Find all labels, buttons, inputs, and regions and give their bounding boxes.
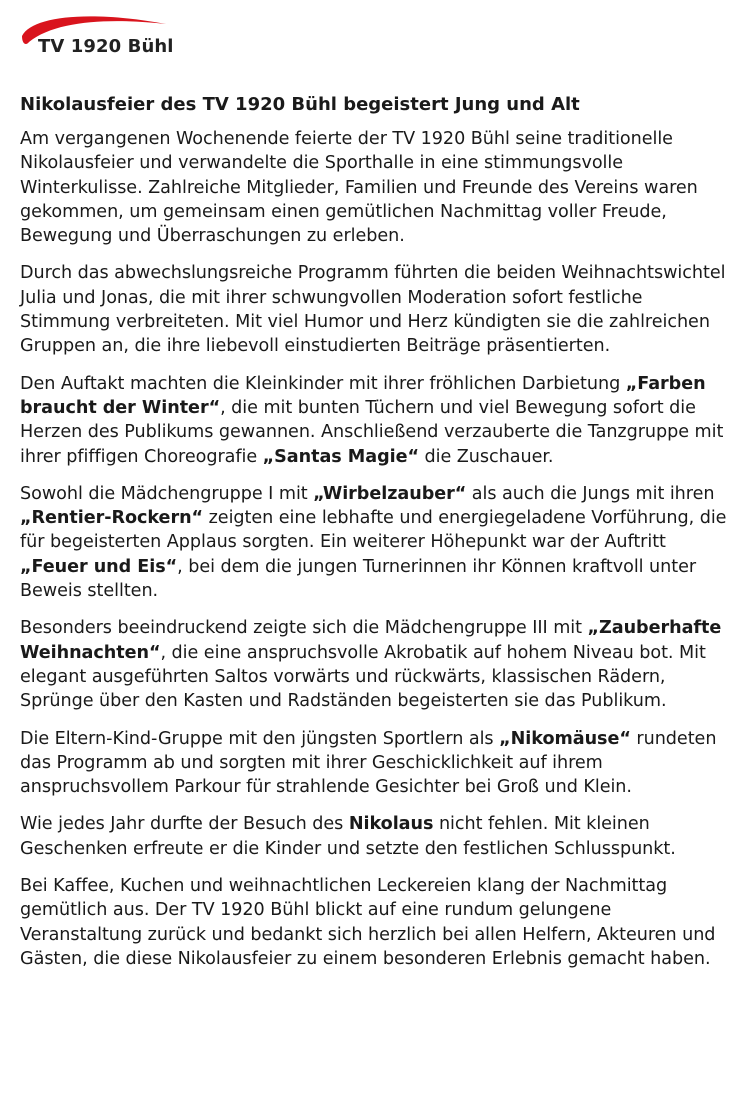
paragraph-closing: Bei Kaffee, Kuchen und weihnachtlichen Leckereien klang der Nachmittag gemütlich aus. Der TV 1920 Bühl blickt auf eine rundum gelungene Veranstaltung zurück und bedankt sich herzlich bei allen Helfern, Akteuren und Gästen, die diese Nikolausfeier zu einem besonderen Erlebnis gemacht haben.: [20, 876, 716, 969]
article-headline: Nikolausfeier des TV 1920 Bühl begeistert Jung und Alt: [20, 94, 580, 115]
logo-text: TV 1920 Bühl: [38, 36, 174, 57]
performance-title: „Santas Magie“: [262, 446, 419, 467]
text-segment: , bei dem die jungen Turnerinnen ihr Können kraftvoll unter Beweis stellten.: [20, 556, 697, 602]
text-segment: zeigten eine lebhafte und energiegeladene Vorführung, die für begeisterten Applaus sorgten. Ein weiterer Höhepunkt war der Auftritt: [20, 508, 727, 553]
paragraph-moderation: Durch das abwechslungsreiche Programm führten die beiden Weihnachtswichtel Julia und Jonas, die mit ihrer schwungvollen Moderation sofort festliche Stimmung verbreiteten. Mit viel Humor und Herz kündigten sie die zahlreichen Gruppen an, die ihre liebevoll einstudierten Beiträge präsentierten.: [20, 263, 726, 357]
text-segment: Sowohl die Mädchengruppe I mit: [20, 483, 314, 504]
paragraph-parent-child: [20, 727, 732, 800]
text-segment: Den Auftakt machten die Kleinkinder mit ihrer fröhlichen Darbietung: [20, 373, 626, 394]
highlight-name: Nikolaus: [348, 814, 434, 835]
text-segment: , die eine anspruchsvolle Akrobatik auf hohem Niveau bot. Mit elegant ausgeführten Saltos vorwärts und rückwärts, klassischen Rädern, Sprünge über den Kasten und Radständen begeisterten sie das Publikum.: [20, 642, 706, 712]
paragraph-nikolaus: [20, 812, 732, 861]
performance-title: „Feuer und Eis“: [20, 556, 178, 577]
text-segment: die Zuschauer.: [418, 446, 554, 467]
article: [20, 93, 732, 984]
performance-title: „Farben braucht der Winter“: [20, 373, 706, 418]
text-segment: nicht fehlen. Mit kleinen Geschenken erfreute er die Kinder und setzte den festlichen Schlusspunkt.: [20, 814, 676, 859]
paragraph-intro: Am vergangenen Wochenende feierte der TV 1920 Bühl seine traditionelle Nikolausfeier und verwandelte die Sporthalle in eine stimmungsvolle Winterkulisse. Zahlreiche Mitglieder, Familien und Freunde des Vereins waren gekommen, um gemeinsam einen gemütlichen Nachmittag voller Freude, Bewegung und Überraschungen zu erleben.: [20, 129, 698, 247]
text-segment: als auch die Jungs mit ihren: [466, 483, 715, 504]
paragraph-acrobatics: [20, 616, 732, 713]
text-segment: , die mit bunten Tüchern und viel Bewegung sofort die Herzen des Publikums gewannen. Anschließend verzauberte die Tanzgruppe mit ihrer pfiffigen Choreografie: [20, 397, 724, 467]
text-segment: rundeten das Programm ab und sorgten mit ihrer Geschicklichkeit auf ihrem anspruchsvollem Parkour für strahlende Gesichter bei Groß und Klein.: [20, 728, 717, 798]
text-segment: Die Eltern-Kind-Gruppe mit den jüngsten Sportlern als: [20, 728, 500, 749]
text-segment: Besonders beeindruckend zeigte sich die Mädchengruppe III mit: [20, 618, 588, 639]
paragraph-group-acts: [20, 482, 732, 603]
performance-title: „Wirbelzauber“: [313, 483, 467, 504]
paragraph-opening-acts: [20, 372, 732, 469]
performance-title: „Rentier-Rockern“: [20, 508, 204, 529]
performance-title: „Nikomäuse“: [499, 728, 631, 749]
performance-title: „Zauberhafte Weihnachten“: [20, 618, 722, 663]
club-logo: [20, 12, 180, 64]
text-segment: Wie jedes Jahr durfte der Besuch des: [20, 814, 349, 835]
